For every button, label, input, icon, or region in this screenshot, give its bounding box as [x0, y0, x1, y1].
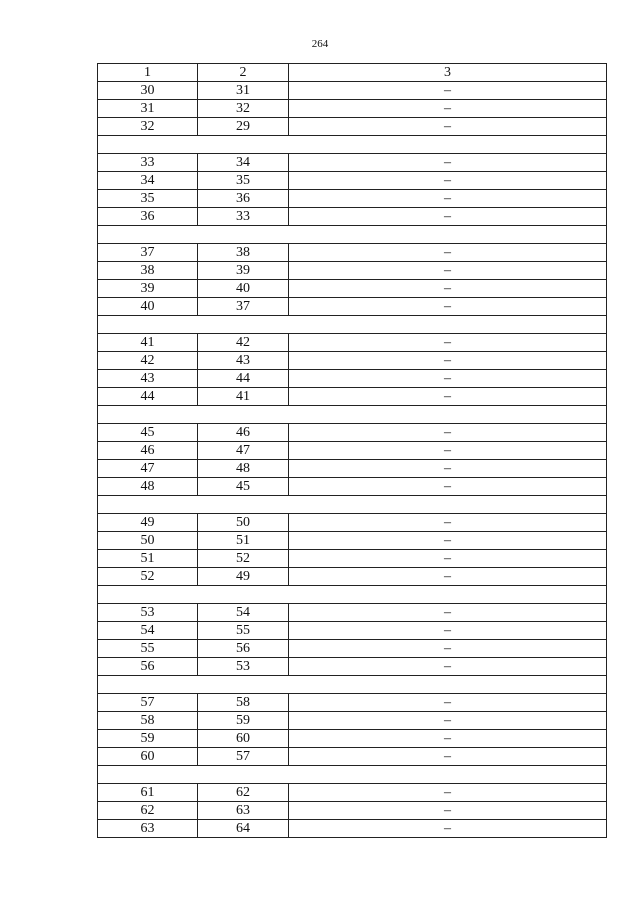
- table-cell: 34: [198, 154, 289, 172]
- table-cell: 36: [198, 190, 289, 208]
- table-cell: 37: [198, 298, 289, 316]
- table-cell: 63: [198, 802, 289, 820]
- table-cell: –: [289, 172, 607, 190]
- table-cell: 60: [98, 748, 198, 766]
- page-number: 264: [311, 38, 329, 50]
- table-cell: 63: [98, 820, 198, 838]
- group-separator-row: [98, 766, 607, 784]
- table-cell: 56: [198, 640, 289, 658]
- table-cell: 48: [198, 460, 289, 478]
- table-cell: –: [289, 424, 607, 442]
- table-cell: 54: [98, 622, 198, 640]
- group-separator-row: [98, 586, 607, 604]
- table-cell: –: [289, 298, 607, 316]
- separator-cell: [98, 226, 607, 244]
- table-cell: 45: [198, 478, 289, 496]
- table-row: [98, 748, 607, 766]
- table-cell: –: [289, 604, 607, 622]
- group-separator-row: [98, 226, 607, 244]
- table-cell: 39: [198, 262, 289, 280]
- table-row: [98, 280, 607, 298]
- table-cell: –: [289, 802, 607, 820]
- table-cell: 34: [98, 172, 198, 190]
- table-row: [98, 658, 607, 676]
- table-row: [98, 640, 607, 658]
- table-cell: 56: [98, 658, 198, 676]
- table-cell: 32: [198, 100, 289, 118]
- table-row: [98, 784, 607, 802]
- table-cell: 58: [98, 712, 198, 730]
- table-cell: –: [289, 334, 607, 352]
- header-row: [98, 64, 607, 82]
- table-cell: –: [289, 370, 607, 388]
- table-row: [98, 154, 607, 172]
- table-cell: –: [289, 748, 607, 766]
- separator-cell: [98, 496, 607, 514]
- table-cell: –: [289, 532, 607, 550]
- table-cell: 60: [198, 730, 289, 748]
- table-cell: 57: [198, 748, 289, 766]
- table-body: [98, 64, 607, 838]
- table-row: [98, 712, 607, 730]
- table-cell: 29: [198, 118, 289, 136]
- table-cell: –: [289, 820, 607, 838]
- table-cell: 59: [98, 730, 198, 748]
- group-separator-row: [98, 136, 607, 154]
- table-cell: 62: [98, 802, 198, 820]
- table-cell: –: [289, 712, 607, 730]
- table-row: [98, 460, 607, 478]
- table-row: [98, 514, 607, 532]
- table-row: [98, 730, 607, 748]
- table-cell: –: [289, 568, 607, 586]
- table-cell: 49: [98, 514, 198, 532]
- table-cell: 30: [98, 82, 198, 100]
- table-cell: 45: [98, 424, 198, 442]
- table-row: [98, 352, 607, 370]
- table-cell: 57: [98, 694, 198, 712]
- table-row: [98, 370, 607, 388]
- table-cell: –: [289, 280, 607, 298]
- table-cell: 37: [98, 244, 198, 262]
- table-cell: 48: [98, 478, 198, 496]
- separator-cell: [98, 586, 607, 604]
- table-cell: 31: [98, 100, 198, 118]
- table-cell: 41: [198, 388, 289, 406]
- table-row: [98, 208, 607, 226]
- group-separator-row: [98, 496, 607, 514]
- table-cell: 33: [98, 154, 198, 172]
- table-cell: –: [289, 784, 607, 802]
- table-cell: 61: [98, 784, 198, 802]
- data-table: [97, 63, 607, 838]
- table-cell: 64: [198, 820, 289, 838]
- table-cell: 42: [98, 352, 198, 370]
- table-row: [98, 298, 607, 316]
- table-row: [98, 442, 607, 460]
- table-cell: –: [289, 550, 607, 568]
- table-cell: –: [289, 622, 607, 640]
- table-cell: 53: [198, 658, 289, 676]
- table-row: [98, 262, 607, 280]
- table-cell: 51: [98, 550, 198, 568]
- table-cell: –: [289, 82, 607, 100]
- table-cell: –: [289, 658, 607, 676]
- table-cell: 35: [98, 190, 198, 208]
- table-cell: 40: [98, 298, 198, 316]
- table-cell: –: [289, 352, 607, 370]
- table-row: [98, 622, 607, 640]
- table-row: [98, 694, 607, 712]
- table-row: [98, 568, 607, 586]
- table-row: [98, 532, 607, 550]
- table-row: [98, 82, 607, 100]
- separator-cell: [98, 766, 607, 784]
- table-row: [98, 424, 607, 442]
- table-cell: 44: [198, 370, 289, 388]
- table-cell: –: [289, 442, 607, 460]
- header-cell: 2: [198, 64, 289, 82]
- table-cell: –: [289, 208, 607, 226]
- table-cell: 55: [198, 622, 289, 640]
- group-separator-row: [98, 676, 607, 694]
- table-cell: 38: [98, 262, 198, 280]
- table-row: [98, 190, 607, 208]
- table-cell: –: [289, 190, 607, 208]
- table-row: [98, 334, 607, 352]
- table-cell: –: [289, 730, 607, 748]
- separator-cell: [98, 316, 607, 334]
- table-cell: 42: [198, 334, 289, 352]
- separator-cell: [98, 406, 607, 424]
- table-cell: 53: [98, 604, 198, 622]
- table-cell: 59: [198, 712, 289, 730]
- table-cell: 33: [198, 208, 289, 226]
- separator-cell: [98, 136, 607, 154]
- table-cell: 49: [198, 568, 289, 586]
- table-cell: 51: [198, 532, 289, 550]
- table-cell: 47: [98, 460, 198, 478]
- table-cell: –: [289, 694, 607, 712]
- table-cell: 43: [198, 352, 289, 370]
- table-cell: 50: [198, 514, 289, 532]
- group-separator-row: [98, 316, 607, 334]
- separator-cell: [98, 676, 607, 694]
- table-cell: –: [289, 640, 607, 658]
- table-cell: 32: [98, 118, 198, 136]
- table-cell: –: [289, 100, 607, 118]
- table-cell: –: [289, 154, 607, 172]
- header-cell: 3: [289, 64, 607, 82]
- table-cell: 31: [198, 82, 289, 100]
- table-row: [98, 172, 607, 190]
- table-cell: –: [289, 118, 607, 136]
- table-cell: 47: [198, 442, 289, 460]
- table-cell: 40: [198, 280, 289, 298]
- table-row: [98, 388, 607, 406]
- table-cell: 52: [98, 568, 198, 586]
- table-cell: –: [289, 244, 607, 262]
- table-cell: 52: [198, 550, 289, 568]
- table-row: [98, 478, 607, 496]
- table-cell: 43: [98, 370, 198, 388]
- table-cell: –: [289, 388, 607, 406]
- table-cell: 46: [98, 442, 198, 460]
- table-cell: –: [289, 514, 607, 532]
- table-row: [98, 550, 607, 568]
- table-row: [98, 244, 607, 262]
- table-cell: 58: [198, 694, 289, 712]
- table-row: [98, 100, 607, 118]
- table-row: [98, 820, 607, 838]
- table-cell: 50: [98, 532, 198, 550]
- table-cell: –: [289, 262, 607, 280]
- group-separator-row: [98, 406, 607, 424]
- table-cell: –: [289, 478, 607, 496]
- header-cell: 1: [98, 64, 198, 82]
- table-row: [98, 802, 607, 820]
- table-cell: 55: [98, 640, 198, 658]
- table-cell: 44: [98, 388, 198, 406]
- table-cell: 54: [198, 604, 289, 622]
- table-row: [98, 118, 607, 136]
- table-cell: 36: [98, 208, 198, 226]
- table-cell: 38: [198, 244, 289, 262]
- table-cell: 62: [198, 784, 289, 802]
- table-cell: 35: [198, 172, 289, 190]
- table-cell: 41: [98, 334, 198, 352]
- table-cell: 46: [198, 424, 289, 442]
- table-row: [98, 604, 607, 622]
- table-cell: –: [289, 460, 607, 478]
- table-cell: 39: [98, 280, 198, 298]
